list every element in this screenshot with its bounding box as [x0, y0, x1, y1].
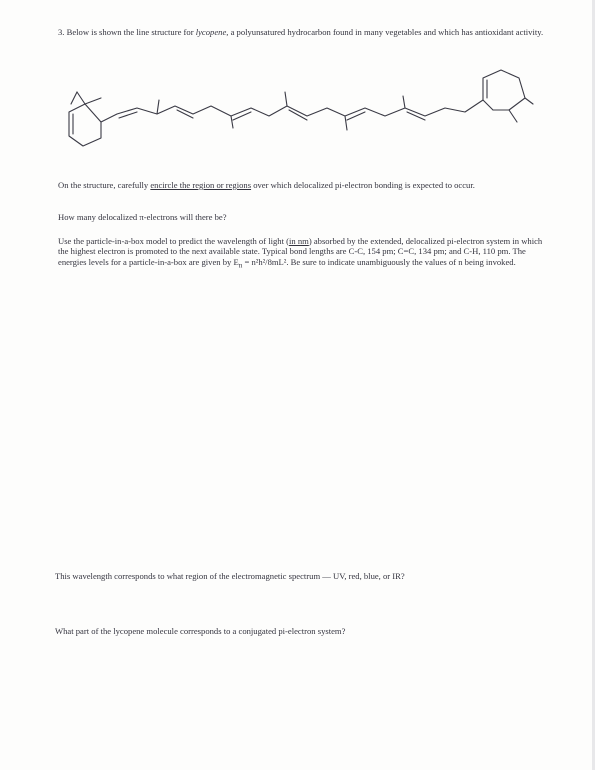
spectrum-region-question	[55, 571, 545, 581]
spectrum-region-text: This wavelength corresponds to what region of the electromagnetic spectrum — UV, red, blue, or IR?	[55, 571, 405, 581]
encircle-emphasis: encircle the region or regions	[150, 180, 252, 190]
encircle-text-end: over which delocalized pi-electron bonding is expected to occur.	[251, 180, 475, 190]
methyl-branch-3	[285, 92, 287, 106]
chain-double-bond-3	[233, 112, 251, 120]
question-intro	[58, 27, 548, 37]
right-methyl-b	[525, 98, 533, 104]
pib-text-end: = n²h²/8mL². Be sure to indicate unambiguously the values of n being invoked.	[242, 256, 516, 267]
right-ring	[483, 70, 525, 110]
right-ring-stub	[483, 100, 493, 110]
encircle-instruction	[58, 180, 548, 190]
conjugation-text: What part of the lycopene molecule corresponds to a conjugated pi-electron system?	[55, 626, 346, 636]
intro-text-end: , a polyunsatured hydrocarbon found in many vegetables and which has antioxidant activity.	[226, 27, 544, 37]
particle-in-box-question	[58, 236, 548, 271]
left-methyl-a	[77, 92, 85, 104]
electron-count-text: How many delocalized π-electrons will there be?	[58, 212, 227, 222]
methyl-branch-2	[231, 116, 233, 128]
left-ring	[69, 104, 101, 146]
electron-count-question	[58, 212, 548, 222]
left-methyl-c	[71, 92, 77, 104]
chain-double-bond-5	[347, 112, 365, 120]
pib-unit-emphasis: in nm	[289, 236, 309, 246]
methyl-branch-1	[157, 100, 159, 114]
molecule-name: lycopene	[195, 27, 227, 37]
lycopene-structure	[55, 64, 535, 154]
pib-subscript: n	[238, 261, 243, 270]
encircle-text-start: On the structure, carefully	[58, 180, 151, 190]
pib-text-middle: ) absorbed by the extended, delocalized pi-electron system in which the highest electron is promoted to the next available state. Typical bond lengths are C-C, 154 pm; C=C, 134 pm; and C-H, 110 pm. The energies levels for a particle-in-a-box are given by E	[58, 236, 543, 267]
intro-text-start: 3. Below is shown the line structure for	[58, 27, 196, 37]
conjugation-question	[55, 626, 545, 636]
pib-text-start: Use the particle-in-a-box model to predict the wavelength of light (	[58, 236, 289, 246]
right-methyl	[509, 110, 517, 122]
methyl-branch-4	[345, 116, 347, 130]
methyl-branch-5	[403, 96, 405, 108]
chain-double-bond-2	[177, 110, 193, 118]
chain-double-bond-6	[407, 112, 425, 120]
left-methyl-b	[85, 98, 101, 104]
